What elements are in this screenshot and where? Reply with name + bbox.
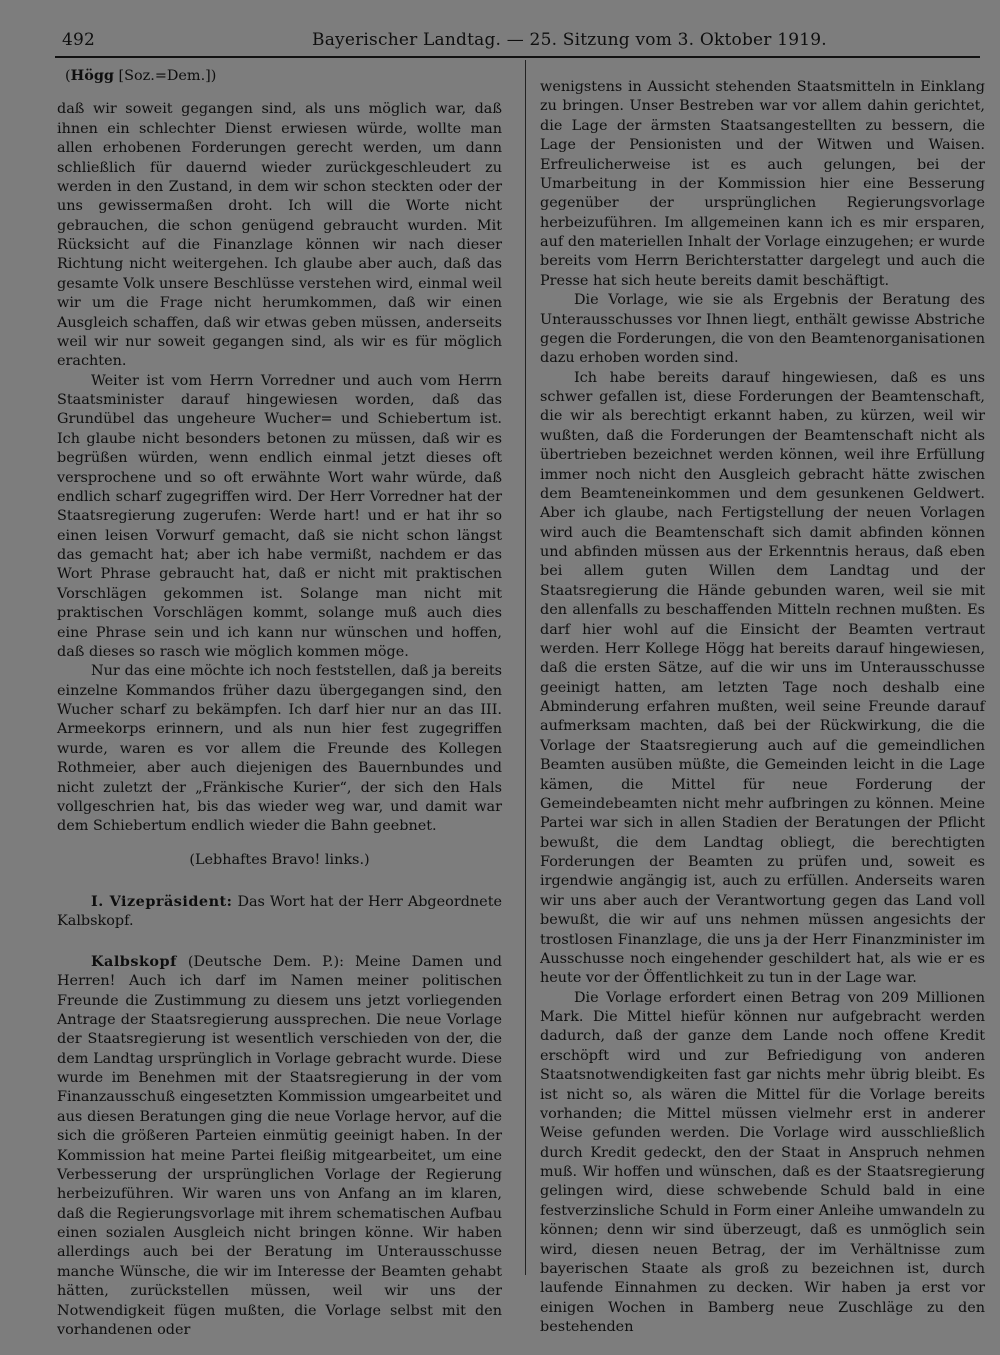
- running-title: Bayerischer Landtag. — 25. Sitzung vom 3. Oktober 1919.: [312, 30, 827, 50]
- speaker-tag: (Högg [Soz.=Dem.]): [65, 67, 217, 84]
- vice-president-text: Das Wort hat der Herr Abgeordnete Kalbskopf.: [57, 894, 502, 930]
- speaker-party: (Deutsche Dem. P.):: [187, 953, 344, 970]
- kalbskopf-speech: [57, 952, 502, 1341]
- applause-note: (Lebhaftes Bravo! links.): [189, 851, 370, 868]
- paragraph: Nur das eine möchte ich noch feststellen, daß ja bereits einzelne Kommandos früher dazu übergegangen sind, den Wucher scharf zu bekämpfen. Ich darf hier nur an das III. Armeekorps erinnern, und als nun hier fest zugegriffen wurde, waren es vor allem die Freunde des Kollegen Rothmeier, aber auch diejenigen des Bauernbundes und nicht zuletzt der „Fränkische Kurier“, der sich den Hals vollgeschrien hat, bis das wieder weg war, und damit war dem Schiebertum endlich wieder die Bahn geebnet.: [57, 663, 502, 835]
- page-number: 492: [62, 30, 96, 50]
- paragraph: Weiter ist vom Herrn Vorredner und auch vom Herrn Staatsminister darauf hingewiesen worden, daß das Grundübel das ungeheure Wucher= und Schiebertum ist. Ich glaube nicht besonders betonen zu müssen, daß wir es begrüßen würden, wenn endlich einmal jetzt dieses oft versprochene und so oft erwähnte Wort wahr würde, daß endlich scharf zugegriffen wird. Der Herr Vorredner hat der Staatsregierung zugerufen: Werde hart! und er hat ihr so einen leisen Vorwurf gemacht, daß sie nicht schon längst das gemacht hat; aber ich habe vermißt, nachdem er das Wort Phrase gebraucht hat, daß er nicht mit praktischen Vorschlägen gekommen ist. Solange man nicht mit praktischen Vorschlägen kommt, solange muß auch dies eine Phrase sein und ich kann nur wünschen und hoffen, daß dieses so rasch wie möglich kommen möge.: [57, 372, 502, 660]
- paragraph: Meine Damen und Herren! Auch ich darf im Namen meiner politischen Freunde die Zustimmung zu diesem uns jetzt vorliegenden Antrage der Staatsregierung aussprechen. Die neue Vorlage der Staatsregierung ist wesentlich verschieden von der, die dem Landtag ursprünglich in Vorlage gebracht wurde. Diese wurde im Benehmen mit der Staatsregierung in der vom Finanzausschuß eingesetzten Kommission umgearbeitet und aus diesen Beratungen ging die neue Vorlage hervor, auf die sich die größeren Parteien einmütig geeinigt haben. In der Kommission hat meine Partei fleißig mitgearbeitet, um eine Verbesserung der ursprünglichen Vorlage der Regierung herbeizuführen. Wir waren uns von Anfang an im klaren, daß die Regierungsvorlage mit ihrem schematischen Aufbau einen sozialen Ausgleich nicht bringen könne. Wir haben allerdings auch bei der Beratung im Unterausschusse manche Wünsche, die wir im Interesse der Beamten gehabt hätten, zurückstellen müssen, weil wir uns der Notwendigkeit fügen mußten, die Vorlage selbst mit den vorhandenen oder: [57, 953, 503, 1338]
- left-column: [57, 66, 502, 1340]
- paragraph: Die Vorlage, wie sie als Ergebnis der Beratung des Unterausschusses vor Ihnen liegt, enthält gewisse Abstriche gegen die Forderungen, die von den Beamtenorganisationen dazu erhoben worden sind.: [540, 292, 985, 367]
- header-rule: [55, 56, 980, 58]
- speaker-tag-party: [Soz.=Dem.]: [118, 68, 211, 84]
- speaker-tag-name: Högg: [70, 67, 114, 84]
- column-divider: [525, 60, 526, 1275]
- paragraph: Die Vorlage erfordert einen Betrag von 209 Millionen Mark. Die Mittel hiefür können nur aufgebracht werden dadurch, daß der ganze dem Lande noch offene Kredit erschöpft wird und zur Befriedigung von anderen Staatsnotwendigkeiten fast gar nichts mehr übrig bleibt. Es ist nicht so, als wären die Mittel für die Vorlage bereits vorhanden; die Mittel müssen vielmehr erst in anderer Weise gefunden werden. Die Vorlage wird ausschließlich durch Kredit gedeckt, den der Staat in Anspruch nehmen muß. Wir hoffen und wünschen, daß es der Staatsregierung gelingen wird, diese schwebende Schuld bald in eine festverzinsliche Schuld in Form einer Anleihe umwandeln zu können; denn wir sind überzeugt, daß es unmöglich sein wird, diesen neuen Betrag, der im Verhältnisse zum bayerischen Staate als groß zu bezeichnen ist, durch laufende Einnahmen zu decken. Wir haben ja erst vor einigen Wochen in Bamberg neue Zuschläge zu den bestehenden: [540, 989, 985, 1335]
- paragraph: daß wir soweit gegangen sind, als uns möglich war, daß ihnen ein schlechter Dienst erwiesen würde, wollte man allen erhobenen Forderungen gerecht werden, um dann schließlich für dauernd wieder zurückgeschleudert zu werden in den Zustand, in dem wir schon steckten oder der uns gewissermaßen droht. Ich will die Worte nicht gebrauchen, die schon genügend gebraucht wurden. Mit Rücksicht auf die Finanzlage können wir nach dieser Richtung nicht weitergehen. Ich glaube aber auch, daß das gesamte Volk unsere Beschlüsse verstehen wird, einmal weil wir um die Frage nicht herumkommen, daß wir einen Ausgleich schaffen, daß wir etwas geben müssen, anderseits weil wir nur soweit gegangen sind, als wir es für möglich erachten.: [57, 101, 502, 370]
- page-header: [62, 26, 827, 56]
- vice-president-statement: [57, 892, 502, 932]
- vice-president-label: I. Vizepräsident:: [91, 893, 233, 910]
- paragraph: Ich habe bereits darauf hingewiesen, daß es uns schwer gefallen ist, diese Forderungen der Beamtenschaft, die wir als berechtigt erkannt haben, zu kürzen, weil wir wußten, daß die Forderungen der Beamtenschaft nicht als übertrieben bezeichnet werden können, weil ihre Erfüllung immer noch nicht den Ausgleich gebracht hätte zwischen dem Beamteneinkommen und dem gesunkenen Geldwert. Aber ich glaube, nach Fertigstellung der neuen Vorlagen wird auch die Beamtenschaft sich damit abfinden können und abfinden müssen aus der Erkenntnis heraus, daß eben bei allem guten Willen dem Landtag und der Staatsregierung die Hände gebunden waren, weil sie mit den allenfalls zu beschaffenden Mitteln rechnen mußten. Es darf hier wohl auf die Einsicht der Beamten vertraut werden. Herr Kollege Högg hat bereits darauf hingewiesen, daß die ersten Sätze, auf die wir uns im Unterausschusse geeinigt hatten, am letzten Tage noch deshalb eine Abminderung erfahren mußten, weil seine Freunde darauf aufmerksam machten, daß bei der Rückwirkung, die die Vorlage der Staatsregierung auch auf die gemeindlichen Beamten ausüben müßte, die Gemeinden leicht in die Lage kämen, die Mittel für neue Forderung der Gemeindebeamten nicht mehr aufbringen zu können. Meine Partei war sich in allen Stadien der Beratungen der Pflicht bewußt, die dem Landtag obliegt, die berechtigten Forderungen der Beamten zu prüfen und, soweit es irgendwie angängig ist, auch zu erfüllen. Anderseits waren wir uns aber auch der Verantwortung gegen das Land voll bewußt, die wir auf uns nehmen müssen angesichts der trostlosen Finanzlage, die uns ja der Herr Finanzminister im Ausschusse noch eingehender geschildert hat, als wie er es heute vor der Öffentlichkeit zu tun in der Lage war.: [540, 369, 985, 987]
- paragraph: wenigstens in Aussicht stehenden Staatsmitteln in Einklang zu bringen. Unser Bestreben war vor allem dahin gerichtet, die Lage der ärmsten Staatsangestellten zu bessern, die Lage der Pensionisten und der Witwen und Waisen. Erfreulicherweise ist es auch gelungen, bei der Umarbeitung in der Kommission hier eine Besserung gegenüber der ursprünglichen Regierungsvorlage herbeizuführen. Im allgemeinen kann ich es mir ersparen, auf den materiellen Inhalt der Vorlage einzugehen; er wurde bereits vom Herrn Berichterstatter dargelegt und auch die Presse hat sich heute bereits damit beschäftigt.: [540, 79, 985, 289]
- speaker-name: Kalbskopf: [91, 952, 177, 970]
- right-column: [540, 78, 985, 1337]
